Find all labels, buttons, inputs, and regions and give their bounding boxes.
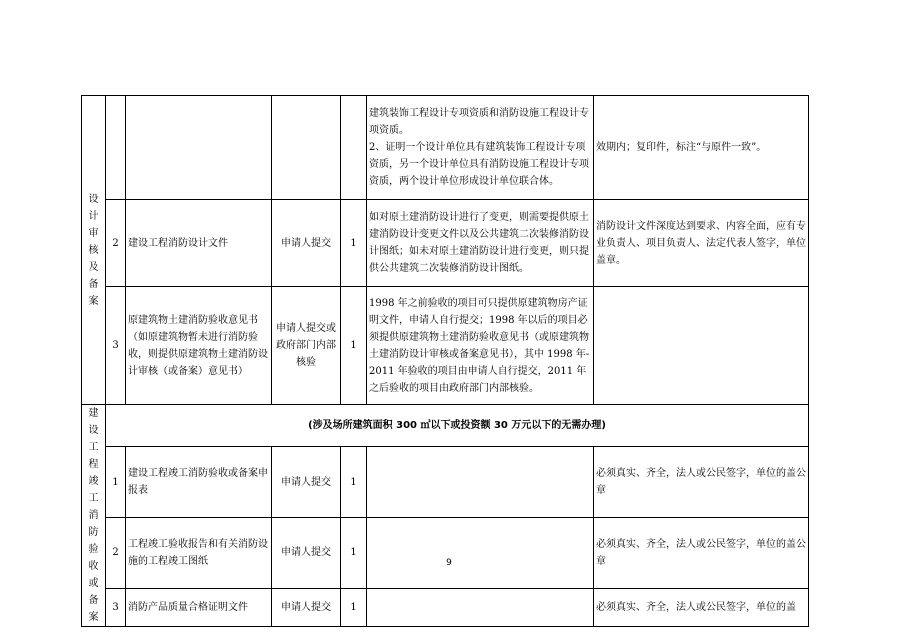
material-note: 1998 年之前验收的项目可只提供原建筑物房产证明文件，申请人自行提交；1998 年以后的项目必须提供原建筑物土建消防验收意见书（或原建筑物土建消防设计审核或备案意见书），其中 1998 年-2011 年验收的项目由申请人自行提交，2011 年之后验收的项目由政府部门内部核验。 — [367, 287, 594, 405]
table-row — [82, 518, 809, 589]
material-note — [367, 588, 594, 626]
material-source: 申请人提交 — [272, 518, 341, 589]
section-banner: (涉及场所建筑面积 300 ㎡以下或投资额 30 万元以下的无需办理) — [106, 405, 809, 447]
copy-count: 1 — [341, 200, 367, 287]
item-number — [106, 96, 126, 200]
item-number: 1 — [106, 447, 126, 518]
item-number: 3 — [106, 588, 126, 626]
table-row — [82, 447, 809, 518]
material-source — [272, 96, 341, 200]
material-name: 工程竣工验收报告和有关消防设施的工程竣工图纸 — [126, 518, 272, 589]
item-number: 2 — [106, 518, 126, 589]
material-name — [126, 96, 272, 200]
table-row — [82, 588, 809, 626]
material-name: 原建筑物土建消防验收意见书（如原建筑物暂未进行消防验收，则提供原建筑物土建消防设计审核（或备案）意见书） — [126, 287, 272, 405]
material-requirement — [594, 287, 809, 405]
material-requirement: 必须真实、齐全，法人或公民签字，单位的盖公章 — [594, 518, 809, 589]
requirements-table — [81, 95, 809, 627]
table-row — [82, 96, 809, 200]
material-note: 如对原土建消防设计进行了变更，则需要提供原土建消防设计变更文件以及公共建筑二次装修消防设计图纸；如未对原土建消防设计进行变更，则只提供公共建筑二次装修消防设计图纸。 — [367, 200, 594, 287]
material-source: 申请人提交 — [272, 200, 341, 287]
category-cell: 建设工程竣工消防验收或备案 — [82, 405, 106, 627]
copy-count: 1 — [341, 588, 367, 626]
page-number: 9 — [446, 558, 452, 568]
material-source: 申请人提交 — [272, 447, 341, 518]
material-name: 建设工程消防设计文件 — [126, 200, 272, 287]
material-note: 建筑装饰工程设计专项资质和消防设施工程设计专项资质。 2、证明一个设计单位具有建筑装饰工程设计专项资质，另一个设计单位具有消防设施工程设计专项资质，两个设计单位形成设计单位联合体。 — [367, 96, 594, 200]
material-requirement: 必须真实、齐全，法人或公民签字，单位的盖 — [594, 588, 809, 626]
material-requirement: 消防设计文件深度达到要求、内容全面，应有专业负责人、项目负责人、法定代表人签字，单位盖章。 — [594, 200, 809, 287]
material-source: 申请人提交 — [272, 588, 341, 626]
section-banner-row — [82, 405, 809, 447]
material-note — [367, 518, 594, 589]
material-name: 消防产品质量合格证明文件 — [126, 588, 272, 626]
category-cell: 设计审核及备案 — [82, 96, 106, 405]
item-number: 2 — [106, 200, 126, 287]
material-requirement: 效期内；复印件，标注“与原件一致”。 — [594, 96, 809, 200]
copy-count: 1 — [341, 518, 367, 589]
copy-count: 1 — [341, 447, 367, 518]
material-source: 申请人提交或政府部门内部核验 — [272, 287, 341, 405]
material-name: 建设工程竣工消防验收或备案申报表 — [126, 447, 272, 518]
table-row — [82, 287, 809, 405]
copy-count — [341, 96, 367, 200]
table-row — [82, 200, 809, 287]
item-number: 3 — [106, 287, 126, 405]
material-note — [367, 447, 594, 518]
copy-count: 1 — [341, 287, 367, 405]
material-requirement: 必须真实、齐全，法人或公民签字，单位的盖公章 — [594, 447, 809, 518]
